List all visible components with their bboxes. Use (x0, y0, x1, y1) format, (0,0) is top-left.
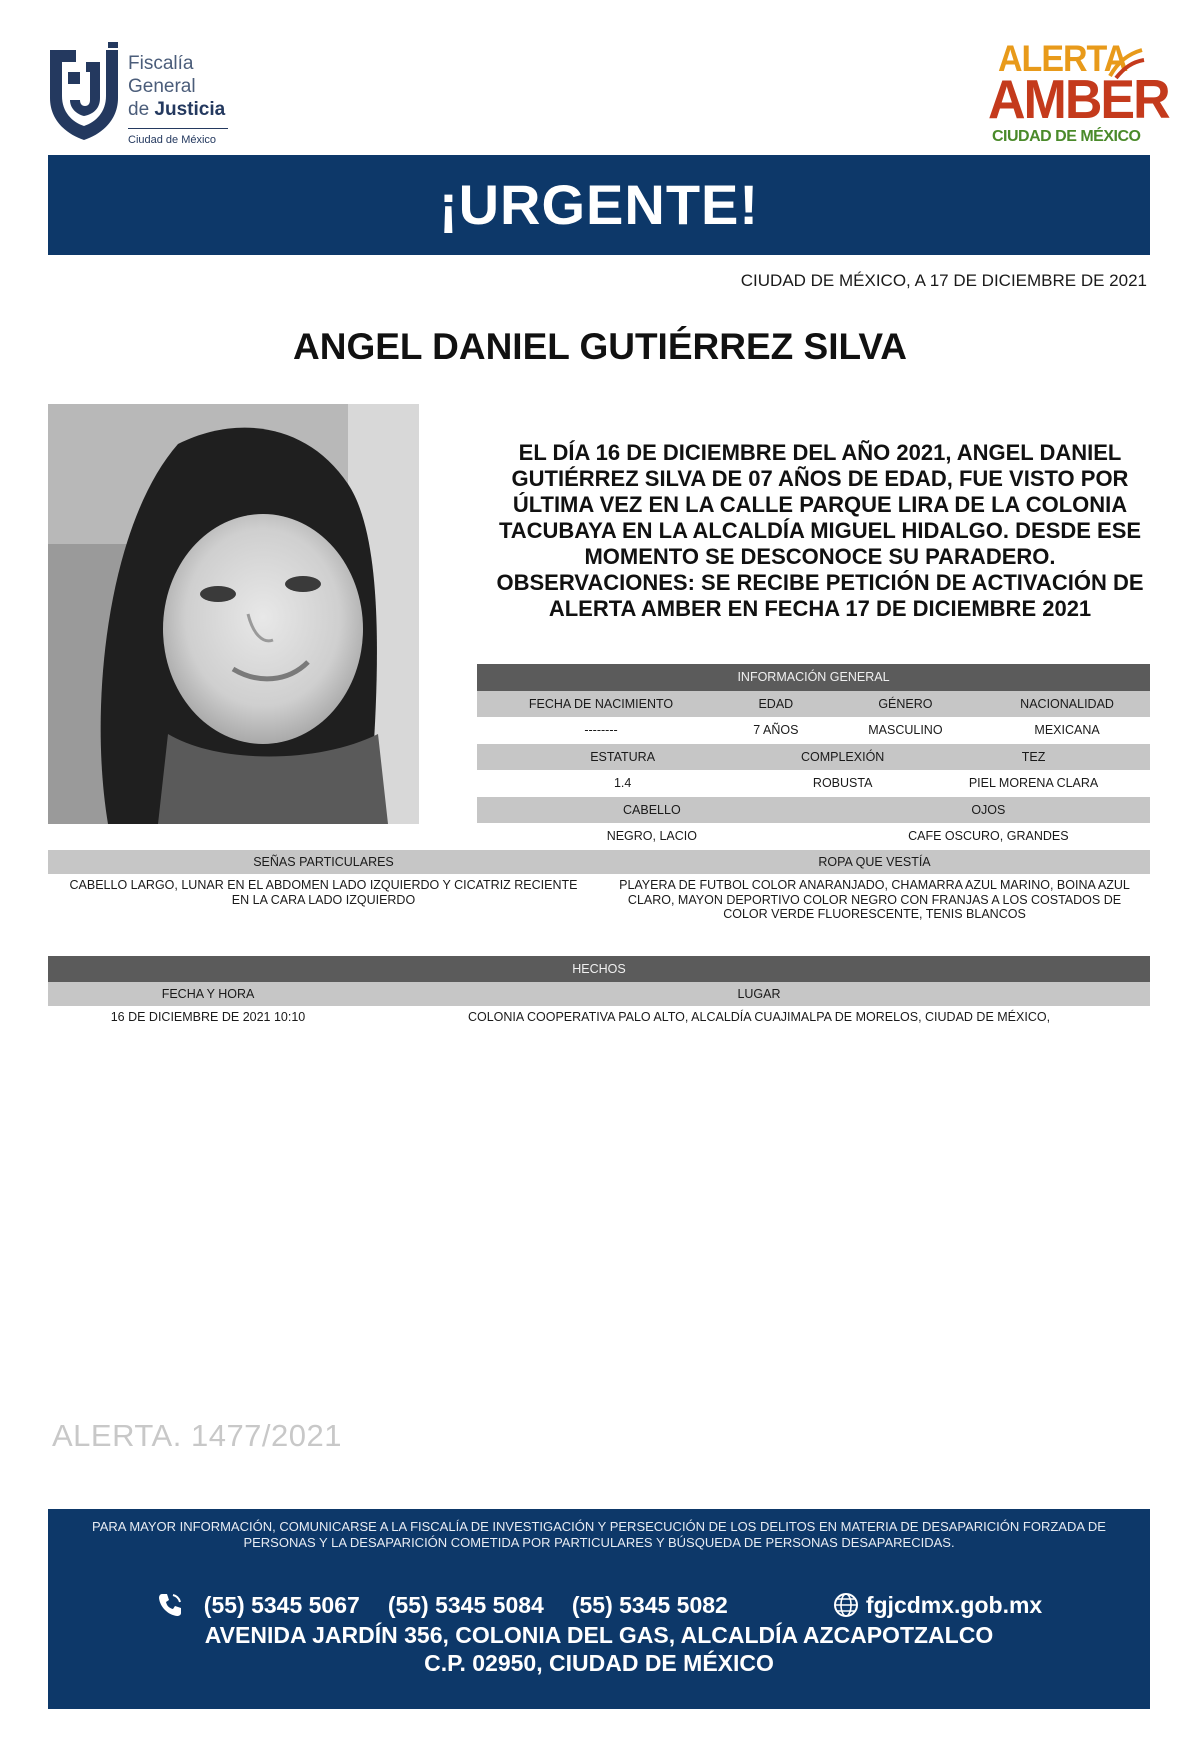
features-clothing-header (48, 850, 1150, 874)
value-birthdate: -------- (584, 723, 618, 738)
info-title: INFORMACIÓN GENERAL (737, 670, 890, 685)
value-gender: MASCULINO (868, 723, 943, 738)
website-link[interactable]: fgjcdmx.gob.mx (865, 1591, 1043, 1618)
info-value-row-2 (477, 770, 1150, 797)
header-clothing: ROPA QUE VESTÍA (818, 855, 931, 869)
value-height: 1.4 (613, 776, 632, 791)
header-birthdate: FECHA DE NACIMIENTO (528, 696, 674, 711)
phone-3[interactable]: (55) 5345 5082 (571, 1591, 728, 1618)
narrative-text: EL DÍA 16 DE DICIEMBRE DEL AÑO 2021, ANGEL DANIEL GUTIÉRREZ SILVA DE 07 AÑOS DE EDAD, FUE VISTO POR ÚLTIMA VEZ EN LA CALLE PARQUE LIRA DE LA COLONIA TACUBAYA EN LA ALCALDÍA MIGUEL HIDALGO. DESDE ESE MOMENTO SE DESCONOCE SU PARADERO. OBSERVACIONES: SE RECIBE PETICIÓN DE ACTIVACIÓN DE ALERTA AMBER EN FECHA 17 DE DICIEMBRE 2021 (496, 440, 1144, 621)
info-header-row-1 (477, 691, 1150, 718)
value-features: CABELLO LARGO, LUNAR EN EL ABDOMEN LADO IZQUIERDO Y CICATRIZ RECIENTE EN LA CARA LADO IZQUIERDO (69, 878, 578, 907)
header-nationality: NACIONALIDAD (1020, 696, 1114, 711)
value-eyes: CAFE OSCURO, GRANDES (908, 829, 1069, 844)
phone-icon (156, 1591, 184, 1619)
phone-2[interactable]: (55) 5345 5084 (387, 1591, 544, 1618)
urgent-banner: ¡URGENTE! (48, 155, 1150, 255)
footer-contact (48, 1509, 1150, 1709)
value-clothing: PLAYERA DE FUTBOL COLOR ANARANJADO, CHAMARRA AZUL MARINO, BOINA AZUL CLARO, MAYON DEPORTIVO COLOR NEGRO CON FRANJAS A LOS COSTADOS DE COLOR VERDE FLUORESCENTE, TENIS BLANCOS (619, 878, 1130, 921)
header-features: SEÑAS PARTICULARES (253, 855, 394, 869)
amber-logo-bottom: CIUDAD DE MÉXICO (992, 128, 1141, 145)
header-gender: GÉNERO (878, 696, 933, 711)
features-clothing-section (48, 850, 1150, 922)
header-datetime: FECHA Y HORA (161, 987, 255, 1001)
fgj-line3-bold: Justicia (154, 99, 226, 120)
info-header-row-2 (477, 744, 1150, 771)
facts-title: HECHOS (48, 956, 1150, 982)
info-header-row-3 (477, 797, 1150, 824)
value-skin: PIEL MORENA CLARA (968, 776, 1099, 791)
fgj-line1: Fiscalía (128, 53, 194, 74)
footer-info-text: PARA MAYOR INFORMACIÓN, COMUNICARSE A LA FISCALÍA DE INVESTIGACIÓN Y PERSECUCIÓN DE LOS DELITOS EN MATERIA DE DESAPARICIÓN FORZADA DE PERSONAS Y LA DESAPARICIÓN COMETIDA POR PARTICULARES Y BÚSQUEDA DE PERSONAS DESAPARECIDAS. (92, 1519, 1106, 1550)
general-info-table (477, 664, 1150, 850)
facts-header (48, 982, 1150, 1006)
info-value-row-1 (477, 717, 1150, 744)
person-name: ANGEL DANIEL GUTIÉRREZ SILVA (293, 326, 907, 367)
alert-number: ALERTA. 1477/2021 (52, 1418, 342, 1453)
fgj-line3-prefix: de (128, 99, 155, 120)
alerta-amber-logo (988, 38, 1169, 148)
portrait-image (48, 404, 419, 824)
fgj-logo (46, 42, 236, 148)
value-place: COLONIA COOPERATIVA PALO ALTO, ALCALDÍA CUAJIMALPA DE MORELOS, CIUDAD DE MÉXICO, (467, 1010, 1051, 1024)
features-clothing-body (48, 874, 1150, 922)
contact-row (48, 1591, 1150, 1619)
amber-logo-top: ALERTA (998, 38, 1128, 80)
value-build: ROBUSTA (812, 776, 873, 791)
value-nationality: MEXICANA (1034, 723, 1100, 738)
header-hair: CABELLO (623, 802, 681, 817)
phone-1[interactable]: (55) 5345 5067 (203, 1591, 360, 1618)
info-value-row-3 (477, 823, 1150, 850)
address-line-2: C.P. 02950, CIUDAD DE MÉXICO (424, 1650, 774, 1676)
header-place: LUGAR (737, 987, 781, 1001)
header-eyes: OJOS (971, 802, 1006, 817)
fgj-line2: General (128, 76, 196, 97)
address (48, 1621, 1150, 1677)
header-age: EDAD (758, 696, 794, 711)
header-height: ESTATURA (590, 749, 656, 764)
value-age: 7 AÑOS (753, 723, 799, 738)
fgj-subtitle: Ciudad de México (128, 128, 228, 146)
fgj-line3 (128, 98, 225, 121)
amber-logo-middle: AMBER (988, 69, 1169, 131)
header-build: COMPLEXIÓN (800, 749, 885, 764)
globe-icon (832, 1591, 860, 1619)
facts-section (48, 956, 1150, 1030)
fgj-name (128, 52, 225, 121)
date-line: CIUDAD DE MÉXICO, A 17 DE DICIEMBRE DE 2021 (740, 271, 1147, 290)
address-line-1: AVENIDA JARDÍN 356, COLONIA DEL GAS, ALCALDÍA AZCAPOTZALCO (204, 1622, 994, 1648)
missing-person-photo (48, 404, 419, 824)
fgj-emblem-icon (46, 42, 122, 142)
value-datetime: 16 DE DICIEMBRE DE 2021 10:10 (110, 1010, 306, 1024)
facts-row (48, 1006, 1150, 1030)
website-link-wrapper[interactable] (832, 1591, 1042, 1619)
value-hair: NEGRO, LACIO (606, 829, 697, 844)
header-skin: TEZ (1021, 749, 1046, 764)
